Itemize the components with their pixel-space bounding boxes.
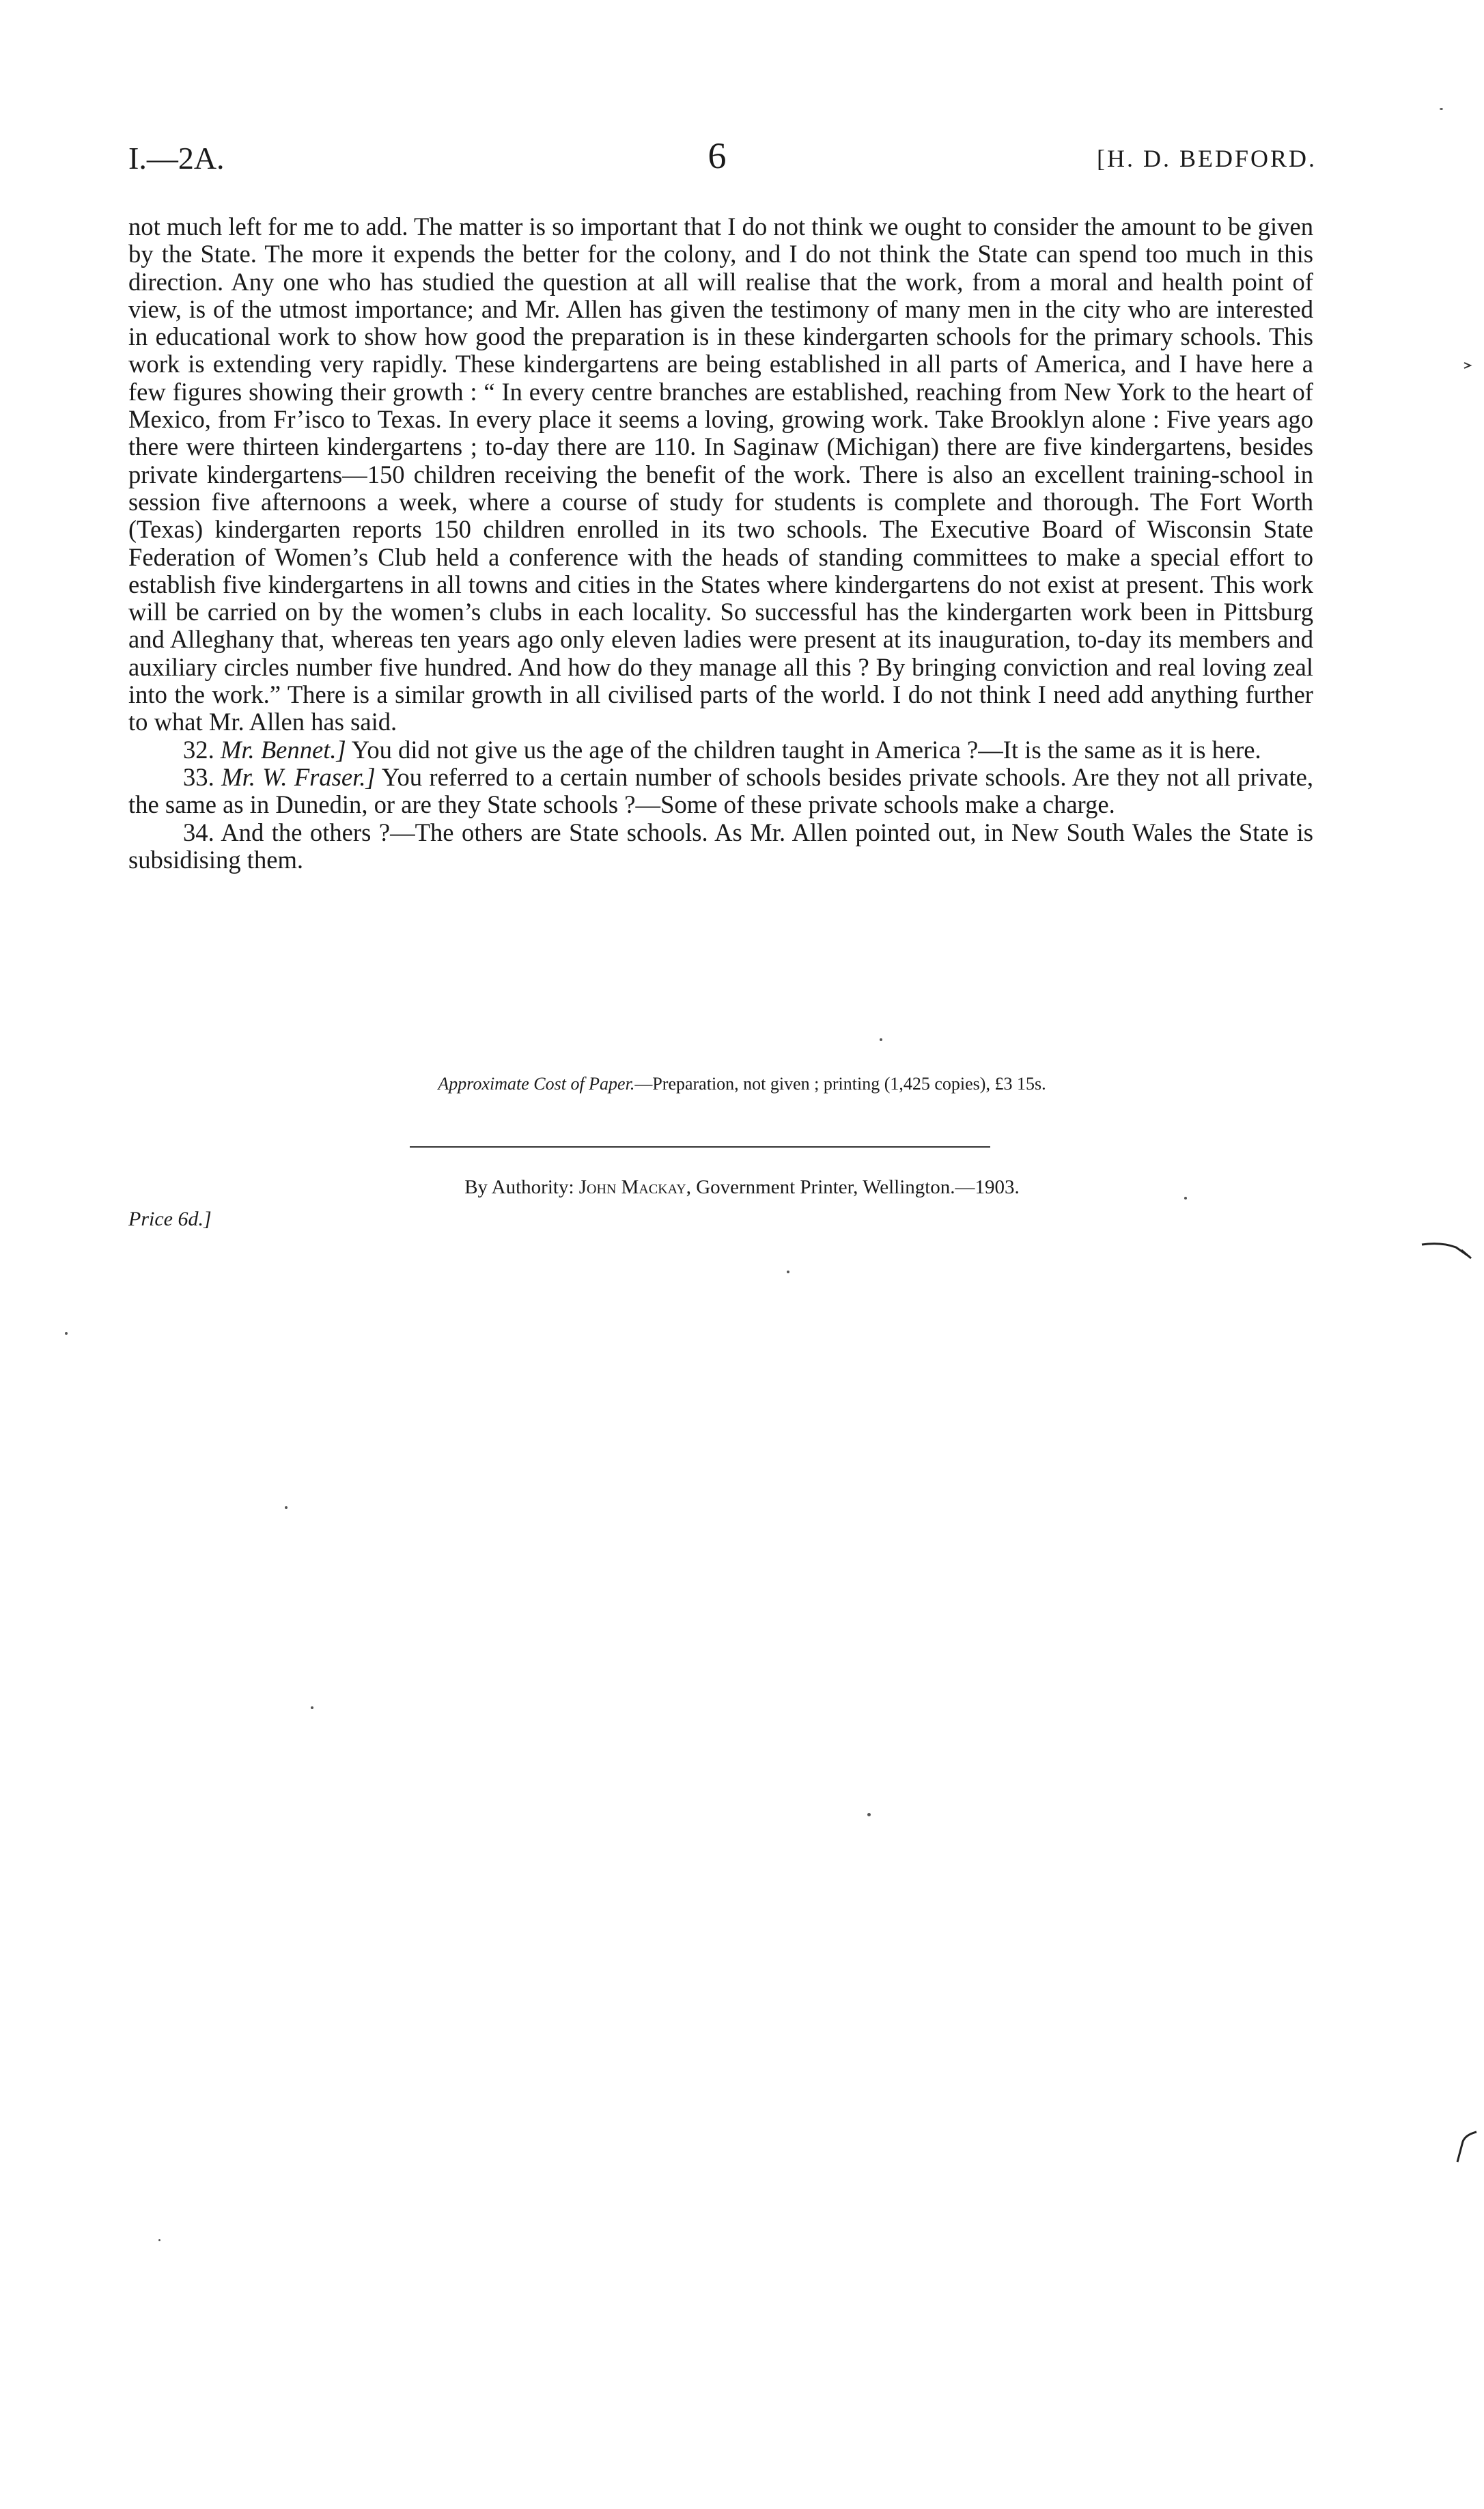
question-text: You referred to a certain number of schools besides private schools. Are they not all private, the same as in Dunedin, or are they State schools ?—Some of these private schools make a charge.: [128, 762, 1314, 819]
printer-name: John Mackay,: [578, 1176, 691, 1198]
price: Price 6d.]: [128, 1208, 212, 1230]
question-number: 34.: [183, 818, 214, 846]
page-header: [0, 135, 1484, 181]
scan-speck: [285, 1506, 288, 1509]
question-33: [128, 764, 1313, 819]
question-text: And the others ?—The others are State schools. As Mr. Allen pointed out, in New South Wales the State is subsidising them.: [128, 818, 1313, 874]
witness-name: [H. D. BEDFORD.: [1096, 145, 1317, 172]
scan-speck: [65, 1332, 68, 1335]
scan-speck: [880, 1038, 882, 1041]
intro-paragraph: not much left for me to add. The matter is so important that I do not think we ought to consider the amount to be given by the State. The more it expends the better for the colony, and I do not think the State can spend too much in this direction. Any one who has studied the question at all will realise that the work, from a moral and health point of view, is of the utmost importance; and Mr. Allen has given the testimony of many men in the city who are interested in educational work to show how good the preparation is in these kindergarten schools for the primary schools. This work is extending very rapidly. These kindergartens are being established in all parts of America, and I have here a few figures showing their growth : “ In every centre branches are established, reaching from New York to the heart of Mexico, from Fr’isco to Texas. In every place it seems a loving, growing work. Take Brooklyn alone : Five years ago there were thirteen kindergartens ; to-day there are 110. In Saginaw (Michigan) there are five kindergartens, besides private kindergartens—150 children receiving the benefit of the work. There is also an excellent training-school in session five afternoons a week, where a course of study for students is complete and thorough. The Fort Worth (Texas) kindergarten reports 150 children enrolled in its two schools. The Executive Board of Wisconsin State Federation of Women’s Club held a conference with the heads of standing committees to make a special effort to establish five kindergartens in all towns and cities in the States where kindergartens do not exist at present. This work will be carried on by the women’s clubs in each locality. So successful has the kindergarten work been in Pittsburg and Alleghany that, whereas ten years ago only eleven ladies were present at its inauguration, to-day its members and auxiliary circles number five hundred. And how do they manage all this ? By bringing conviction and real loving zeal into the work.” There is a similar growth in all civilised parts of the world. I do not think I need add anything further to what Mr. Allen has said.: [128, 212, 1313, 736]
scan-speck: [158, 2239, 160, 2241]
question-text: You did not give us the age of the children taught in America ?—It is the same as it is here.: [351, 735, 1261, 764]
cost-text: —Preparation, not given ; printing (1,425 copies), £3 15s.: [634, 1074, 1046, 1094]
scan-speck: [1440, 108, 1443, 110]
question-number: 33.: [183, 762, 214, 791]
cost-label: Approximate Cost of Paper.: [438, 1074, 635, 1094]
printer-authority: [0, 1176, 1484, 1199]
speaker: Mr. W. Fraser.]: [221, 762, 376, 791]
evidence-text: [128, 213, 1313, 874]
question-number: 32.: [183, 735, 214, 764]
authority-suffix: Government Printer, Wellington.—1903.: [696, 1176, 1020, 1198]
authority-prefix: By Authority:: [464, 1176, 574, 1198]
cost-of-paper: [0, 1074, 1484, 1094]
scan-speck: [787, 1271, 789, 1273]
scan-speck: [1184, 1197, 1187, 1200]
margin-mark: [1463, 361, 1472, 370]
margin-mark: [1420, 1236, 1475, 1264]
scan-speck: [311, 1706, 313, 1709]
margin-mark: [1453, 2128, 1481, 2165]
speaker: Mr. Bennet.]: [220, 735, 346, 764]
question-32: [128, 736, 1313, 764]
page-number: 6: [708, 135, 727, 176]
divider-rule: [410, 1146, 990, 1148]
question-34: [128, 819, 1313, 874]
scan-speck: [867, 1813, 871, 1816]
paper-reference: I.—2A.: [128, 141, 225, 176]
